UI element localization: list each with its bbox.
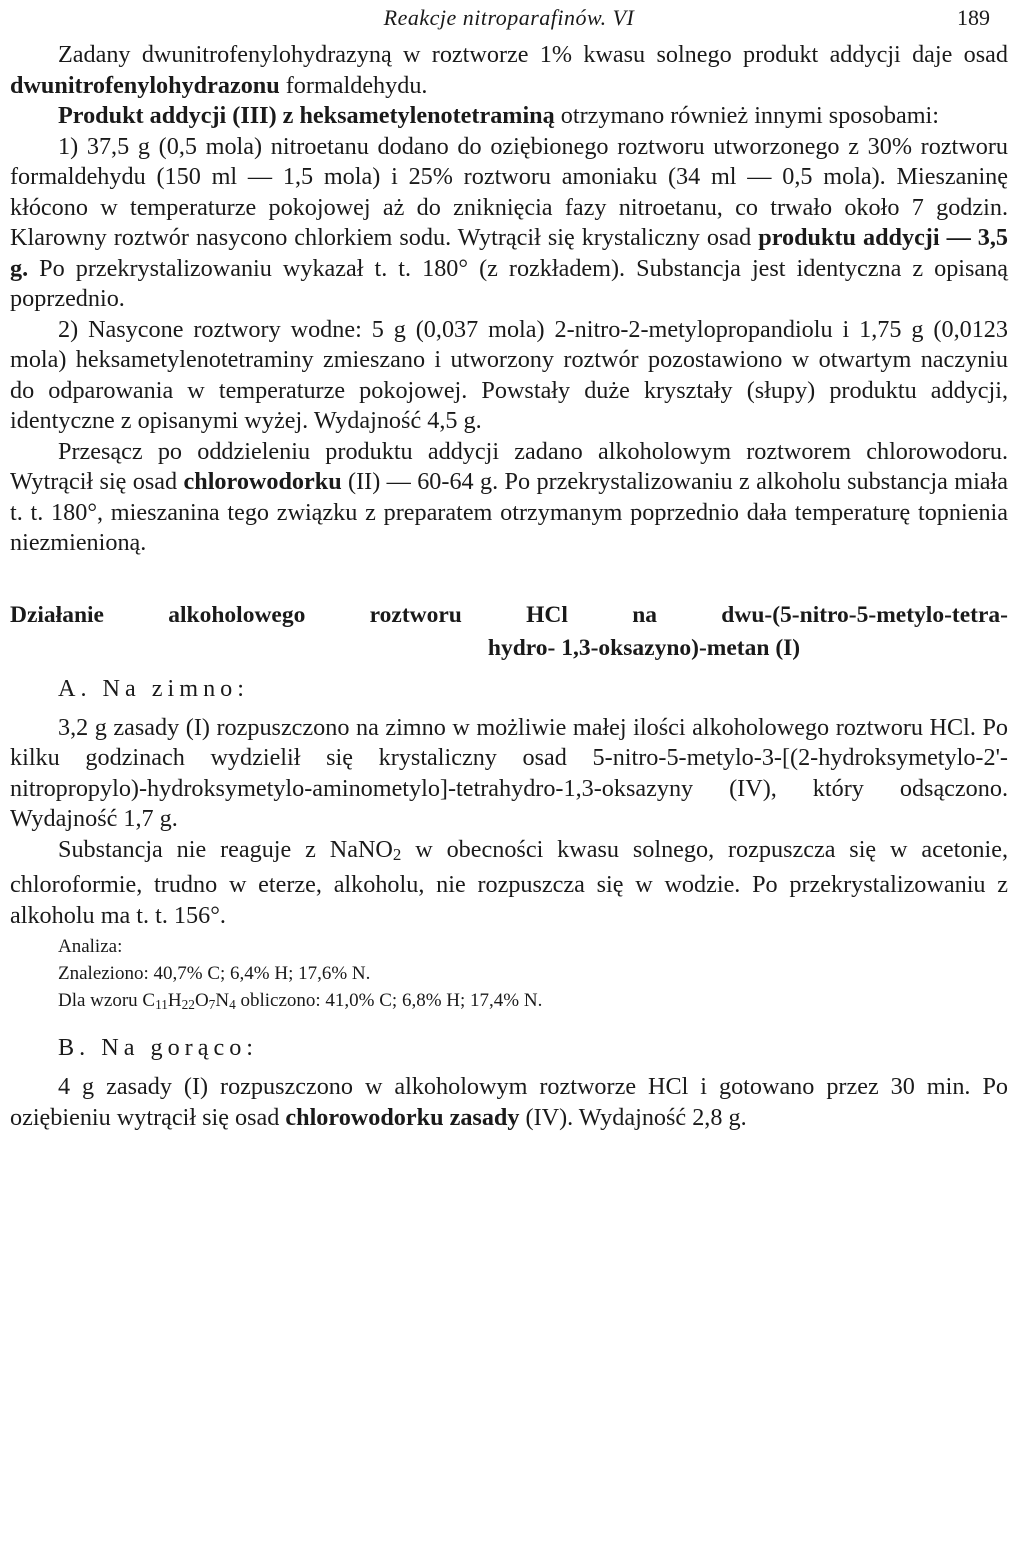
running-title: Reakcje nitroparafinów. VI	[383, 5, 635, 30]
paragraph-filtrate: Przesącz po oddzieleniu produktu addycji zadano alkoholowym roztworem chlorowodoru. Wytrącił się osad chlorowodorku (II) — 60-64 g. Po przekrystalizowaniu z alkoholu substancja miała t. t. 180°, mieszanina tego związku z preparatem otrzymanym poprzednio dała temperaturę topnienia niezmienioną.	[10, 437, 1008, 556]
paragraph-hydrazone: Zadany dwunitrofenylohydrazyną w roztworze 1% kwasu solnego produkt addycji daje osad dwunitrofenylohydrazonu formaldehydu.	[10, 41, 1008, 99]
subsection-hot: B. Na gorąco:	[58, 1034, 259, 1061]
analysis-calculated: Dla wzoru $C_{11}H_{22}O_7N_4$ obliczono: 41,0% C; 6,8% H; 17,4% N.	[58, 990, 543, 1012]
running-header	[10, 0, 1008, 40]
heading-line-2: hydro- 1,3-oksazyno)-metan (I)	[487, 634, 801, 661]
analysis-found: Znaleziono: 40,7% C; 6,4% H; 17,6% N.	[58, 963, 371, 984]
paragraph-method-1: 1) 37,5 g (0,5 mola) nitroetanu dodano do oziębionego roztworu utworzonego z 30% roztworu formaldehydu (150 ml — 1,5 mola) i 25% roztworu amoniaku (34 ml — 0,5 mola). Mieszaninę kłócono w temperaturze pokojowej aż do zniknięcia fazy nitroetanu, co trwało około 7 godzin. Klarowny roztwór nasycono chlorkiem sodu. Wytrącił się krystaliczny osad produktu addycji — 3,5 g. Po przekrystalizowaniu wykazał t. t. 180° (z rozkładem). Substancja jest identyczna z opisaną poprzednio.	[10, 132, 1009, 312]
subsection-cold: A. Na zimno:	[58, 674, 249, 702]
paragraph-other-methods: Produkt addycji (III) z heksametylenotetraminą otrzymano również innymi sposobami:	[58, 102, 939, 129]
heading-line-1: Działanie alkoholowego roztworu HCl na dwu-(5-nitro-5-metylo-tetra-	[10, 601, 1008, 628]
paragraph-cold-procedure: 3,2 g zasady (I) rozpuszczono na zimno w możliwie małej ilości alkoholowego roztworu HCl. Po kilku godzinach wydzielił się krystaliczny osad 5-nitro-5-metylo-3-[(2-hydroksymetylo-2'-nitropropylo)-hydroksymetylo-aminometylo]-tetrahydro-1,3-oksazyny (IV), który odsączono. Wydajność 1,7 g.	[10, 713, 1008, 832]
section-heading	[10, 599, 1008, 665]
paragraph-hot-procedure: 4 g zasady (I) rozpuszczono w alkoholowym roztworze HCl i gotowano przez 30 min. Po oziębieniu wytrącił się osad chlorowodorku zasady (IV). Wydajność 2,8 g.	[10, 1073, 1008, 1131]
paragraph-properties: Substancja nie reaguje z NaNO2 w obecności kwasu solnego, rozpuszcza się w acetonie, chloroformie, trudno w eterze, alkoholu, nie rozpuszcza się w wodzie. Po przekrystalizowaniu z alkoholu ma t. t. 156°.	[10, 835, 1009, 929]
paragraph-method-2: 2) Nasycone roztwory wodne: 5 g (0,037 mola) 2-nitro-2-metylopropandiolu i 1,75 g (0,0123 mola) heksametylenotetraminy zmieszano i utworzony roztwór pozostawiono w otwartym naczyniu do odparowania w temperaturze pokojowej. Powstały duże kryształy (słupy) produktu addycji, identyczne z opisanymi wyżej. Wydajność 4,5 g.	[10, 315, 1008, 434]
analysis-label: Analiza:	[58, 936, 123, 957]
page-number: 189	[957, 5, 990, 30]
